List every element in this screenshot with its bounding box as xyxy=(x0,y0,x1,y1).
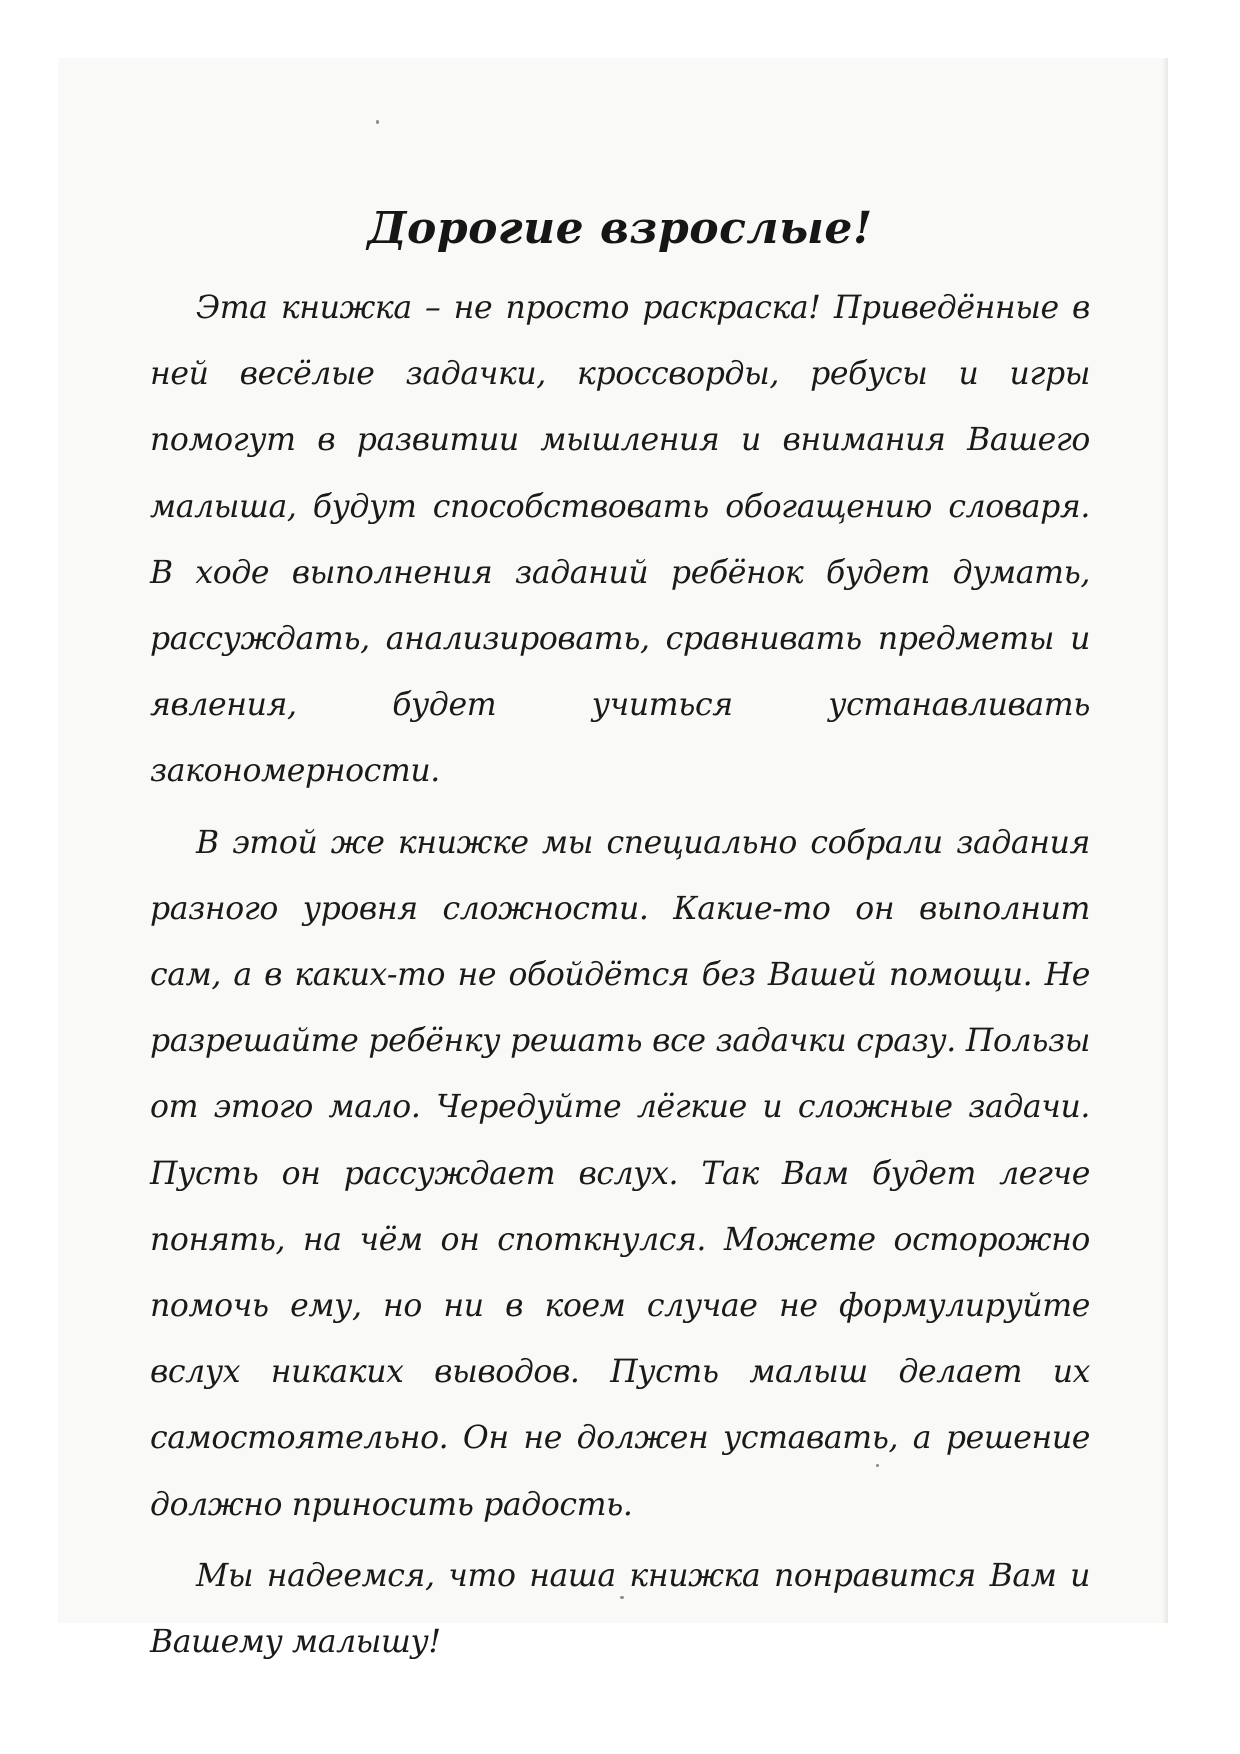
paragraph-closing: Мы надеемся, что наша книжка понравится Вам и Вашему малышу! xyxy=(150,1557,1090,1661)
book-page xyxy=(58,58,1168,1661)
paragraph-intro: Эта книжка – не просто раскраска! Приведённые в ней весёлые задачки, кроссворды, ребусы и игры помогут в развитии мышления и внимания Вашего малыша, будут способствовать обогащению словаря. В ходе выполнения заданий ребёнок будет думать, рассуждать, анализировать, сравнивать предметы и явления, будет учиться устанавливать закономерности. xyxy=(150,290,1090,790)
page-title: Дорогие взрослые! xyxy=(367,203,873,254)
paragraph-advice: В этой же книжке мы специально собрали задания разного уровня сложности. Какие-то он выполнит сам, а в каких-то не обойдётся без Вашей помощи. Не разрешайте ребёнку решать все задачки сразу. Пользы от этого мало. Чередуйте лёгкие и сложные задачи. Пусть он рассуждает вслух. Так Вам будет легче понять, на чём он споткнулся. Можете осторожно помочь ему, но ни в коем случае не формулируйте вслух никаких выводов. Пусть малыш делает их самостоятельно. Он не должен уставать, а решение должно приносить радость. xyxy=(150,824,1090,1523)
page-edge-shadow xyxy=(1162,58,1168,1623)
print-speck xyxy=(376,120,379,124)
page-content xyxy=(150,193,1090,1675)
